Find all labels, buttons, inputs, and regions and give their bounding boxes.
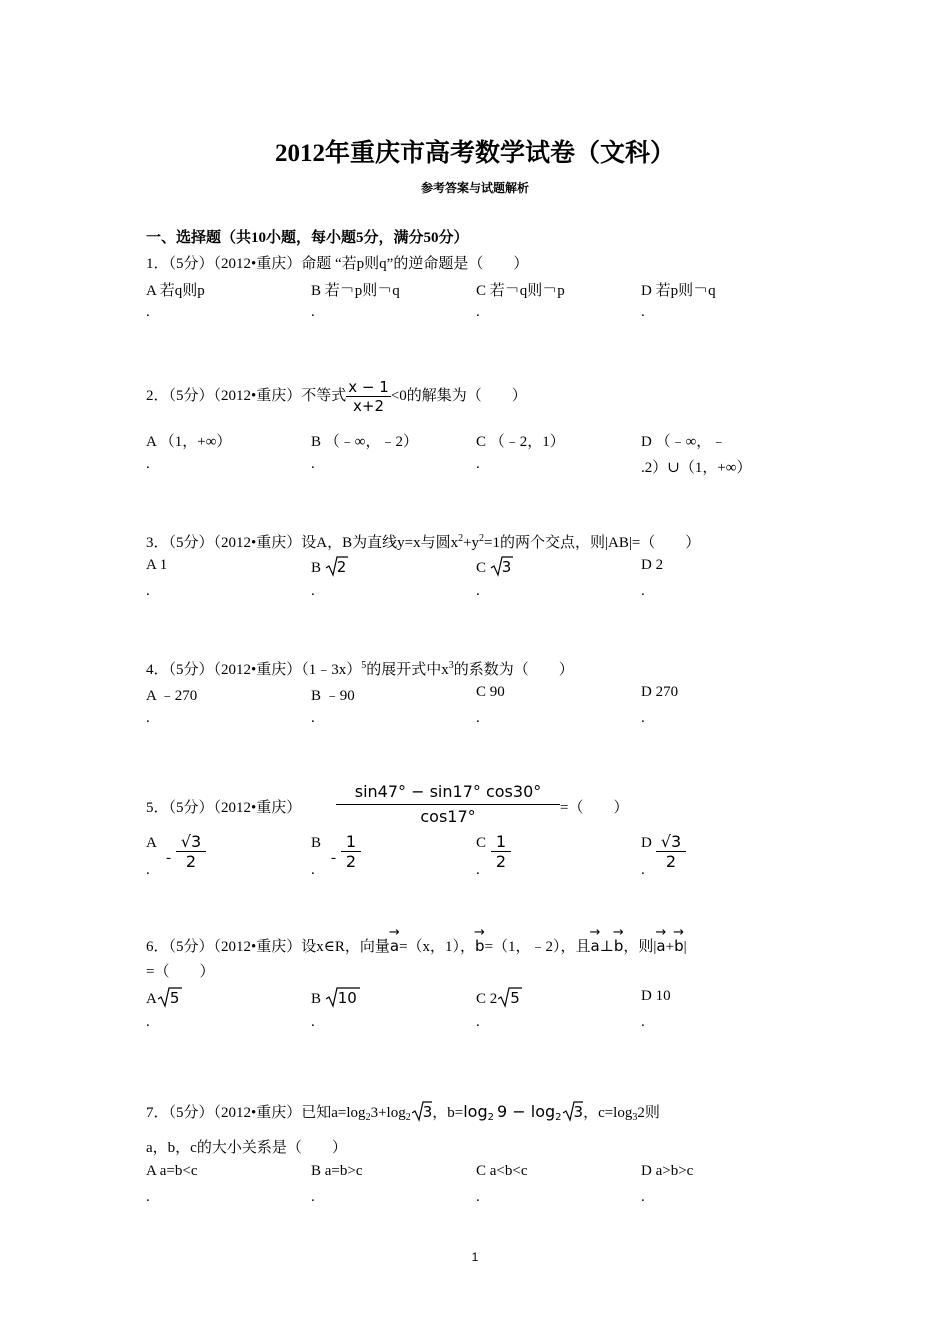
radicand: 5 <box>510 989 520 1007</box>
question-1 <box>146 252 528 273</box>
option-b <box>311 835 321 852</box>
option-d-fraction <box>656 832 686 871</box>
option-b <box>311 986 357 1008</box>
option-dot: . <box>311 1014 315 1030</box>
superscript: 3 <box>448 660 454 671</box>
option-d <box>641 835 652 852</box>
option-letter: C 2 <box>476 991 498 1007</box>
option-dot: . <box>476 304 480 320</box>
question-stem: 已知a=log <box>301 1105 366 1121</box>
question-prefix: 6．（5分）（2012•重庆） <box>146 939 302 955</box>
fraction-numerator: 1 <box>341 832 361 852</box>
option-c <box>476 835 486 852</box>
option-d: D a>b>c <box>641 1163 694 1179</box>
superscript: 5 <box>361 660 367 671</box>
option-dot: . <box>641 1014 645 1030</box>
option-dot: . <box>146 583 150 599</box>
option-a: A a=b<c <box>146 1163 198 1179</box>
option-dot: . <box>641 710 645 726</box>
option-d: D 若p则￢q <box>641 283 716 299</box>
question-prefix: 3．（5分）（2012•重庆） <box>146 535 302 551</box>
option-a: A 若q则p <box>146 283 205 299</box>
question-4 <box>146 658 574 679</box>
option-dot: . <box>476 456 480 472</box>
page-subtitle: 参考答案与试题解析 <box>420 181 529 195</box>
option-c: C （﹣2，1） <box>476 434 565 450</box>
option-letter: C <box>476 835 487 851</box>
option-dot: . <box>146 1014 150 1030</box>
option-dot: . <box>311 862 315 878</box>
option-c <box>476 555 511 577</box>
option-dot: . <box>641 1189 645 1205</box>
option-letter: B <box>311 991 322 1007</box>
question-stem: （1﹣3x） <box>301 662 362 678</box>
subscript: 2 <box>405 1112 411 1123</box>
option-b: B ﹣90 <box>311 688 355 704</box>
fraction-numerator: sin47° − sin17° cos30° <box>336 782 560 805</box>
option-dot: . <box>476 1189 480 1205</box>
question-stem: =（1，﹣2），且 <box>484 939 591 955</box>
radicand: 3 <box>501 558 512 576</box>
page-title: 2012年重庆市高考数学试卷（文科） <box>274 140 675 167</box>
vector-b: → b <box>614 937 624 955</box>
option-sign: - <box>331 850 336 866</box>
question-prefix: 2．（5分）（2012•重庆） <box>146 387 302 404</box>
question-6-line2: =（ ） <box>146 964 215 980</box>
option-sign: - <box>166 850 171 866</box>
option-dot: . <box>311 710 315 726</box>
vector-b: → b <box>674 937 684 955</box>
option-b-fraction <box>341 832 361 871</box>
option-b <box>311 555 346 577</box>
vector-b: → b <box>475 937 485 955</box>
option-letter: D <box>641 835 652 851</box>
question-stem: +y <box>463 535 480 551</box>
option-letter: C <box>476 560 487 576</box>
option-dot: . <box>311 456 315 472</box>
vector-a: → a <box>656 937 665 955</box>
question-stem: =1的两个交点，则|AB|=（ ） <box>484 535 701 551</box>
question-5-prefix: 5．（5分）（2012•重庆） <box>146 800 302 816</box>
option-dot: . <box>311 1189 315 1205</box>
inequality-fraction <box>346 378 391 415</box>
superscript: 2 <box>479 533 485 544</box>
log-text: 9 − log <box>496 1102 556 1121</box>
question-stem-after: <0的解集为（ ） <box>390 387 527 404</box>
question-stem: 的系数为（ ） <box>453 662 574 678</box>
vector-a: → a <box>390 937 399 955</box>
fraction-denominator: 2 <box>665 852 677 871</box>
question-2 <box>146 378 527 415</box>
option-dot-mark: . <box>641 460 645 476</box>
subscript: 2 <box>487 1112 494 1123</box>
option-dot: . <box>311 304 315 320</box>
radicand: 3 <box>422 1103 433 1121</box>
question-prefix: 1．（5分）（2012•重庆） <box>146 256 302 272</box>
option-c <box>476 986 520 1008</box>
radicand: 2 <box>336 558 347 576</box>
page-number: 1 <box>471 1250 479 1264</box>
option-d: D 10 <box>641 988 671 1004</box>
question-stem: =（x，1）， <box>399 939 476 955</box>
fraction-denominator: x+2 <box>353 397 385 415</box>
option-dot: . <box>476 710 480 726</box>
fraction-numerator: √3 <box>176 832 206 852</box>
superscript: 2 <box>458 533 464 544</box>
option-a <box>146 835 157 852</box>
option-letter: A <box>146 835 157 851</box>
option-a: A ﹣270 <box>146 688 198 704</box>
radicand: 3 <box>573 1103 584 1121</box>
question-stem: 2则 <box>637 1105 660 1121</box>
option-dot: . <box>311 583 315 599</box>
option-letter: A <box>146 991 157 1007</box>
question-stem: 3+log <box>370 1105 406 1121</box>
option-c: C a<b<c <box>476 1163 528 1179</box>
option-a: A （1，+∞） <box>146 434 232 450</box>
option-dot: . <box>146 1189 150 1205</box>
question-stem: ，b= <box>432 1105 464 1121</box>
option-d: D 270 <box>641 684 679 700</box>
option-letter: B <box>311 835 322 851</box>
question-prefix: 4．（5分）（2012•重庆） <box>146 662 302 678</box>
question-prefix: 7．（5分）（2012•重庆） <box>146 1105 302 1121</box>
question-stem-after: =（ ） <box>560 800 629 816</box>
option-b: B （﹣∞，﹣2） <box>311 434 418 450</box>
question-5-fraction <box>336 782 560 826</box>
log-text: log <box>463 1102 488 1121</box>
option-dot: . <box>146 456 150 472</box>
option-b: B 若￢p则￢q <box>311 283 400 299</box>
question-stem: ，c=log <box>583 1105 633 1121</box>
option-dot: . <box>641 862 645 878</box>
option-dot: . <box>641 304 645 320</box>
question-7 <box>146 1100 660 1122</box>
question-stem: + <box>665 939 675 955</box>
fraction-denominator: 2 <box>345 852 357 871</box>
option-c: C 90 <box>476 684 505 700</box>
fraction-numerator: x − 1 <box>348 378 389 396</box>
fraction-denominator: cos17° <box>420 807 476 826</box>
question-7-line2: a，b，c的大小关系是（ ） <box>146 1140 347 1156</box>
question-stem: 设x∈R，向量 <box>301 939 390 955</box>
question-stem-before: 不等式 <box>301 387 347 404</box>
option-dot: . <box>476 583 480 599</box>
option-dot: . <box>146 304 150 320</box>
question-stem: ⊥ <box>599 939 614 955</box>
option-a <box>146 986 179 1008</box>
question-stem: | <box>683 939 687 955</box>
fraction-denominator: 2 <box>495 852 507 871</box>
subscript: 2 <box>365 1112 371 1123</box>
option-letter: B <box>311 560 322 576</box>
section-heading: 一、选择题（共10小题，每小题5分，满分50分） <box>146 230 469 246</box>
option-dot: . <box>476 862 480 878</box>
option-dot: . <box>146 710 150 726</box>
option-dot: . <box>641 583 645 599</box>
option-dot: . <box>476 1014 480 1030</box>
option-d: D （﹣∞，﹣ <box>641 434 727 450</box>
radicand: 5 <box>169 989 180 1007</box>
fraction-numerator: 1 <box>491 832 511 852</box>
question-stem: 设A，B为直线y=x与圆x <box>301 535 459 551</box>
vector-a: → a <box>591 937 600 955</box>
radicand: 10 <box>337 989 357 1007</box>
option-dot: . <box>146 862 150 878</box>
subscript: 3 <box>632 1112 638 1123</box>
option-c: C 若￢q则￢p <box>476 283 565 299</box>
fraction-numerator: √3 <box>656 832 686 852</box>
question-6 <box>146 935 687 956</box>
question-3 <box>146 531 700 552</box>
fraction-denominator: 2 <box>185 852 197 871</box>
question-stem: 的展开式中x <box>366 662 449 678</box>
subscript: 2 <box>555 1112 562 1123</box>
question-stem: 命题 “若p则q”的逆命题是（ ） <box>301 256 529 272</box>
option-dot <box>641 456 751 477</box>
option-b: B a=b>c <box>311 1163 363 1179</box>
question-stem: ，则| <box>623 939 657 955</box>
option-d-continuation: 2）∪（1，+∞） <box>644 460 752 476</box>
option-a-fraction <box>176 832 206 871</box>
option-c-fraction <box>491 832 511 871</box>
option-a: A 1 <box>146 557 168 573</box>
option-d: D 2 <box>641 557 664 573</box>
